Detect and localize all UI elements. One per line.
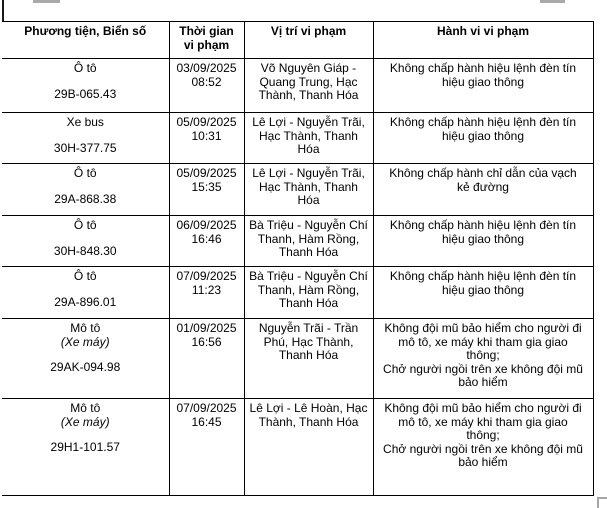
vehicle-subtype: (Xe máy) xyxy=(60,334,110,349)
table-header xyxy=(2,22,593,59)
violations-table xyxy=(2,21,594,496)
column-header-location: Vị trí vi phạm xyxy=(244,22,373,59)
violation-location: Bà Triệu - Nguyễn Chí Thanh, Hàm Rồng, Thanh Hóa xyxy=(249,269,368,310)
time-cell xyxy=(169,319,244,399)
violation-date: 05/09/2025 xyxy=(176,166,237,180)
behavior-cell xyxy=(373,399,593,496)
violation-time: 10:31 xyxy=(191,128,222,143)
violation-date: 06/09/2025 xyxy=(176,218,237,232)
selection-handle-icon xyxy=(540,0,565,3)
license-plate: 30H-377.75 xyxy=(53,140,117,155)
text-caret xyxy=(2,0,4,21)
violation-date: 03/09/2025 xyxy=(176,61,237,75)
violation-location: Lê Lợi - Nguyễn Trãi, Hạc Thành, Thanh Hóa xyxy=(252,166,365,207)
location-cell xyxy=(244,399,373,496)
table-row xyxy=(2,216,593,267)
violation-location: Lê Lợi - Lê Hoàn, Hạc Thành, Thanh Hóa xyxy=(249,401,368,429)
license-plate: 29B-065.43 xyxy=(54,86,117,101)
behavior-cell xyxy=(373,267,593,319)
vehicle-type: Mô tô xyxy=(70,321,101,335)
vehicle-cell xyxy=(2,267,169,319)
vehicle-cell xyxy=(2,399,169,496)
vehicle-type: Ô tô xyxy=(73,61,97,75)
vehicle-cell xyxy=(2,164,169,216)
table-row xyxy=(2,164,593,216)
location-cell xyxy=(244,267,373,319)
violation-behavior-line: Không đội mũ bảo hiểm cho người đi mô tô, xe máy khi tham gia giao thông; xyxy=(384,401,582,442)
violation-date: 01/09/2025 xyxy=(176,321,237,335)
violation-location: Nguyễn Trãi - Trần Phú, Hạc Thành, Thanh Hóa xyxy=(258,321,359,362)
violation-behavior-line: Không chấp hành hiệu lệnh đèn tín hiệu giao thông xyxy=(389,269,577,297)
behavior-cell xyxy=(373,216,593,267)
violation-behavior-line: Không chấp hành hiệu lệnh đèn tín hiệu giao thông xyxy=(389,115,577,143)
vehicle-cell xyxy=(2,113,169,164)
violation-time: 15:35 xyxy=(191,179,222,194)
violation-behavior-line: Không chấp hành hiệu lệnh đèn tín hiệu giao thông xyxy=(389,61,577,89)
location-cell xyxy=(244,113,373,164)
table-row xyxy=(2,113,593,164)
violation-location: Bà Triệu - Nguyễn Chí Thanh, Hàm Rồng, Thanh Hóa xyxy=(249,218,368,259)
location-cell xyxy=(244,319,373,399)
location-cell xyxy=(244,216,373,267)
violation-date: 05/09/2025 xyxy=(176,115,237,129)
license-plate: 29H1-101.57 xyxy=(50,440,120,454)
location-cell xyxy=(244,164,373,216)
time-cell xyxy=(169,113,244,164)
table-row xyxy=(2,399,593,496)
vehicle-type: Xe bus xyxy=(66,115,104,129)
time-cell xyxy=(169,399,244,496)
vehicle-type: Mô tô xyxy=(70,401,101,415)
table-resize-handle[interactable] xyxy=(597,497,607,508)
license-plate: 29A-868.38 xyxy=(54,191,117,206)
location-cell xyxy=(244,59,373,113)
vehicle-cell xyxy=(2,319,169,399)
vehicle-cell xyxy=(2,216,169,267)
violation-location: Võ Nguyên Giáp - Quang Trung, Hạc Thành, Thanh Hóa xyxy=(258,61,359,102)
violation-behavior-line: Không chấp hành chỉ dẫn của vạch kẻ đường xyxy=(389,166,577,194)
vehicle-type: Ô tô xyxy=(73,269,97,283)
violation-behavior-line: Chở người ngồi trên xe không đội mũ bảo hiểm xyxy=(383,441,583,469)
behavior-cell xyxy=(373,59,593,113)
column-header-time: Thời gian vi phạm xyxy=(169,22,244,59)
violation-behavior-line: Chở người ngồi trên xe không đội mũ bảo hiểm xyxy=(383,361,583,389)
violation-time: 11:23 xyxy=(191,282,222,297)
column-header-vehicle: Phương tiện, Biển số xyxy=(2,22,169,59)
column-header-behavior: Hành vi vi phạm xyxy=(373,22,593,59)
time-cell xyxy=(169,216,244,267)
violation-time: 08:52 xyxy=(191,74,222,89)
vehicle-type: Ô tô xyxy=(73,166,97,180)
time-cell xyxy=(169,164,244,216)
violation-time: 16:45 xyxy=(191,414,222,429)
behavior-cell xyxy=(373,113,593,164)
behavior-cell xyxy=(373,164,593,216)
vehicle-type: Ô tô xyxy=(73,218,97,232)
violation-date: 07/09/2025 xyxy=(176,401,237,415)
table-row xyxy=(2,267,593,319)
table-row xyxy=(2,59,593,113)
vehicle-subtype: (Xe máy) xyxy=(60,414,110,429)
time-cell xyxy=(169,59,244,113)
vehicle-cell xyxy=(2,59,169,113)
violation-behavior-line: Không đội mũ bảo hiểm cho người đi mô tô, xe máy khi tham gia giao thông; xyxy=(384,321,582,362)
violation-time: 16:46 xyxy=(191,231,222,246)
behavior-cell xyxy=(373,319,593,399)
selection-handle-icon xyxy=(33,0,60,3)
license-plate: 29AK-094.98 xyxy=(50,360,121,374)
violation-behavior-line: Không chấp hành hiệu lệnh đèn tín hiệu giao thông xyxy=(389,218,577,246)
license-plate: 30H-848.30 xyxy=(53,243,117,258)
table-row xyxy=(2,319,593,399)
license-plate: 29A-896.01 xyxy=(54,294,117,309)
violation-location: Lê Lợi - Nguyễn Trãi, Hạc Thành, Thanh Hóa xyxy=(252,115,365,156)
violation-time: 16:56 xyxy=(191,334,222,349)
time-cell xyxy=(169,267,244,319)
violation-date: 07/09/2025 xyxy=(176,269,237,283)
